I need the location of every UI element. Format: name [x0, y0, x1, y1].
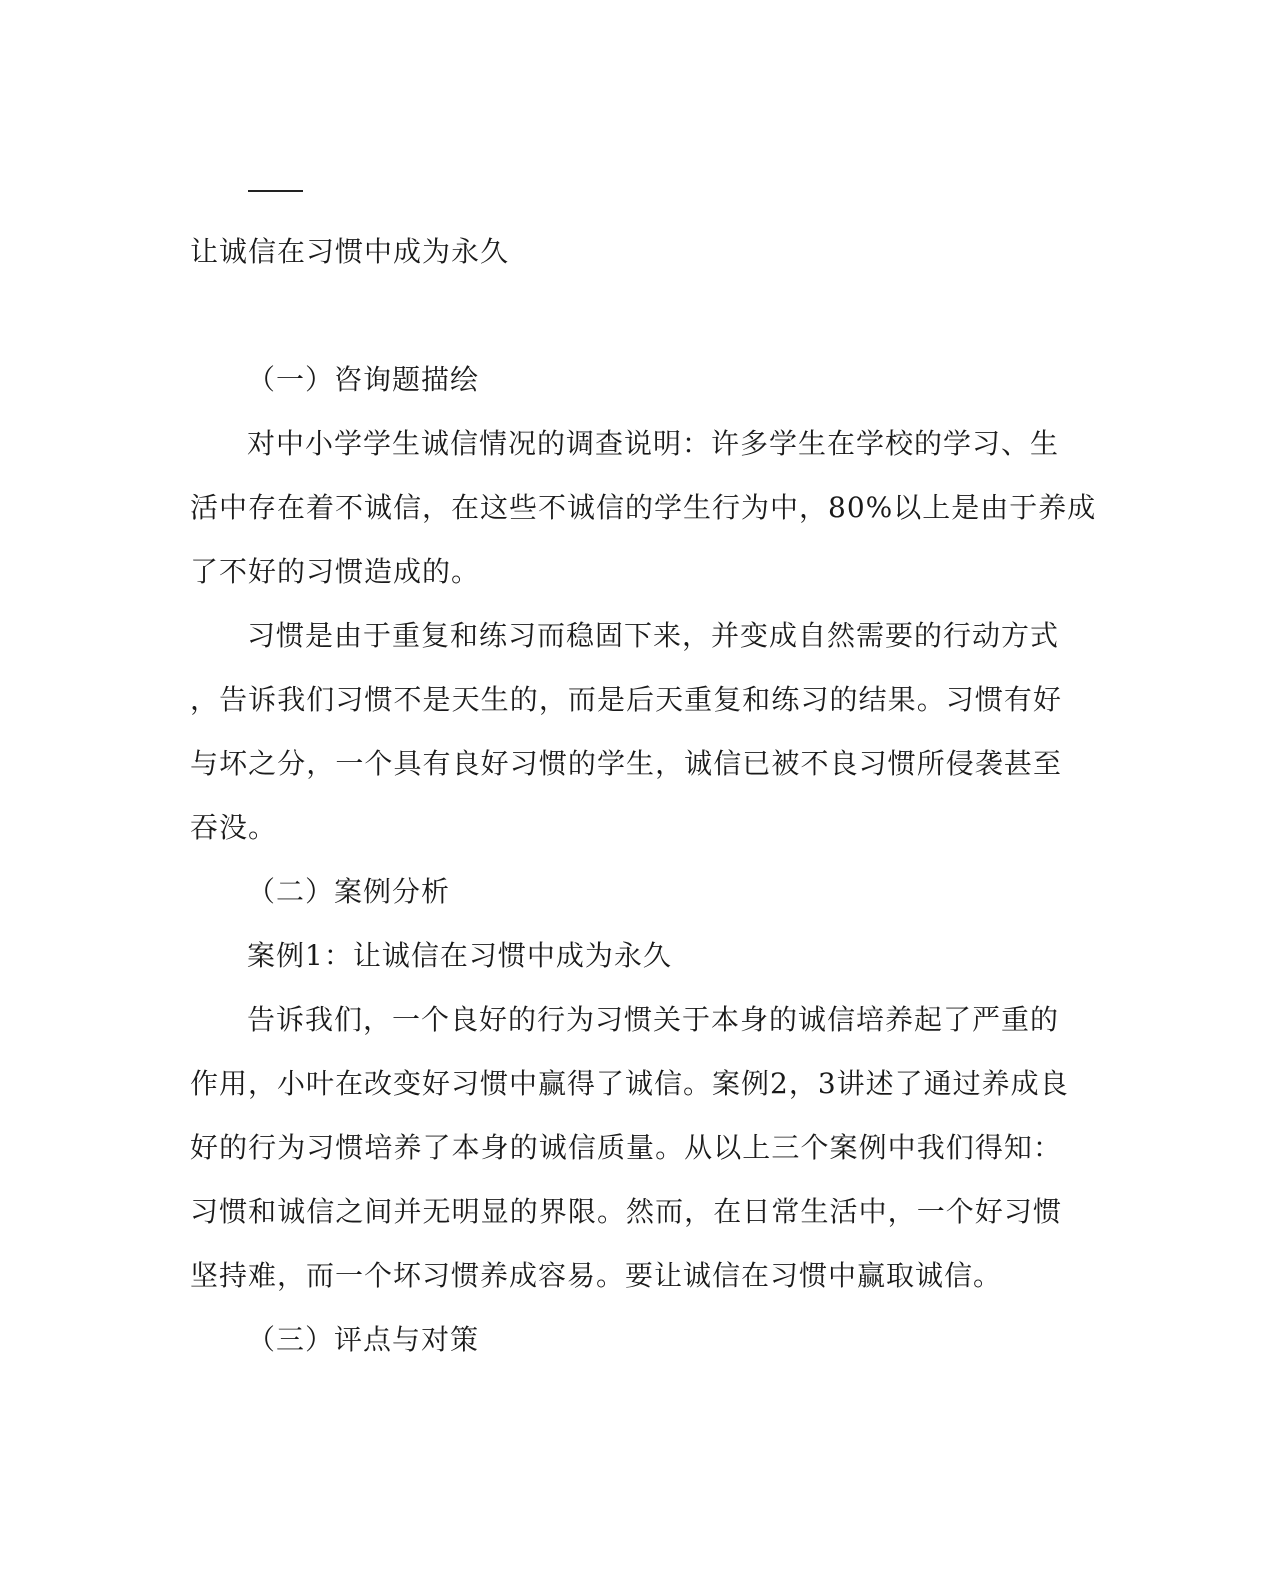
section-1-para-1-line-3: 了不好的习惯造成的。 — [190, 555, 481, 588]
section-1-para-2-line-1: 习惯是由于重复和练习而稳固下来，并变成自然需要的行动方式 — [247, 619, 1060, 652]
section-2-para-line-5: 坚持难，而一个坏习惯养成容易。要让诚信在习惯中赢取诚信。 — [190, 1259, 1003, 1292]
top-rule — [248, 190, 303, 192]
document-title: 让诚信在习惯中成为永久 — [190, 235, 510, 268]
section-1-para-2-line-3: 与坏之分，一个具有良好习惯的学生，诚信已被不良习惯所侵袭甚至 — [190, 747, 1062, 780]
section-2-heading: （二）案例分析 — [247, 875, 451, 908]
section-1-heading: （一）咨询题描绘 — [247, 363, 480, 396]
section-2-para-line-2: 作用，小叶在改变好习惯中赢得了诚信。案例2，3讲述了通过养成良 — [190, 1067, 1069, 1100]
section-3-heading: （三）评点与对策 — [247, 1323, 480, 1356]
section-1-para-2-line-2: ，告诉我们习惯不是天生的，而是后天重复和练习的结果。习惯有好 — [190, 683, 1062, 716]
section-1-para-2-line-4: 吞没。 — [190, 811, 278, 844]
section-1-para-1-line-2: 活中存在着不诚信，在这些不诚信的学生行为中，80%以上是由于养成 — [190, 491, 1097, 524]
section-1-para-1-line-1: 对中小学学生诚信情况的调查说明：许多学生在学校的学习、生 — [247, 427, 1060, 460]
case-1-title: 案例1：让诚信在习惯中成为永久 — [247, 939, 672, 972]
section-2-para-line-1: 告诉我们，一个良好的行为习惯关于本身的诚信培养起了严重的 — [247, 1003, 1060, 1036]
section-2-para-line-4: 习惯和诚信之间并无明显的界限。然而，在日常生活中，一个好习惯 — [190, 1195, 1062, 1228]
section-2-para-line-3: 好的行为习惯培养了本身的诚信质量。从以上三个案例中我们得知： — [190, 1131, 1062, 1164]
